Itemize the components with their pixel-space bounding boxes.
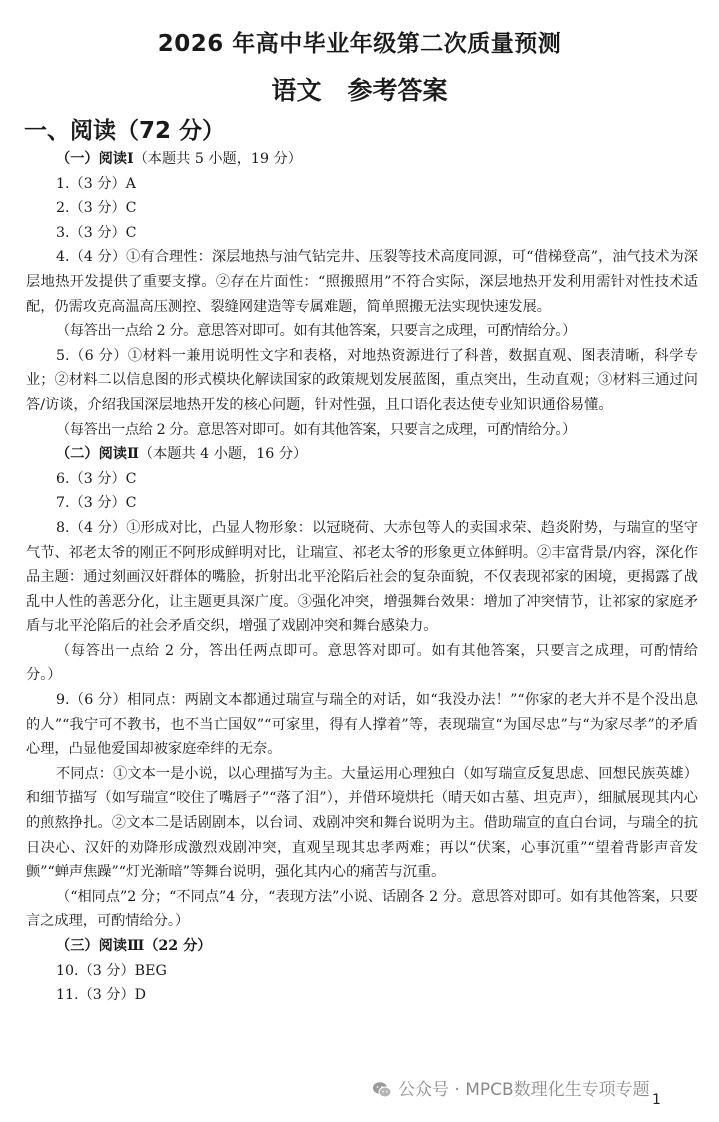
answer-q3: 3.（3 分）C [56,224,137,241]
page-title: 2026 年高中毕业年级第二次质量预测 [157,31,562,57]
watermark-text: 公众号 · MPCB数理化生专项专题 [398,1080,650,1100]
answer-q8: 8.（4 分）①形成对比，凸显人物形象：以冠晓荷、大赤包等人的卖国求荣、趋炎附势，与瑞宣的坚守气节、祁老太爷的刚正不阿形成鲜明对比，让瑞宣、祁老太爷的形象更立体鲜明。②丰富背景/内容，深化作品主题：通过刻画汉奸群体的嘴脸，折射出北平沦陷后社会的复杂面貌，不仅表现祁家的困境，更揭露了战乱中人性的善恶分化，让主题更具深广度。③强化冲突，增强舞台效果：增加了冲突情节，让祁家的家庭矛盾与北平沦陷后的社会矛盾交织，增强了戏剧冲突和舞台感染力。 [26,519,698,635]
answer-q9-difference: 不同点：①文本一是小说，以心理描写为主。大量运用心理独白（如写瑞宣反复思虑、回想民族英雄）和细节描写（如写瑞宣“咬住了嘴唇子”“落了泪”），并借环境烘托（晴天如古墓、坦克声），细腻展现其内心的煎熬挣扎。②文本二是话剧剧本，以台词、戏剧冲突和舞台说明为主。借助瑞宣的直白台词，与瑞全的抗日决心、汉奸的劝降形成激烈戏剧冲突，直观呈现其忠孝两难；再以“伏案，心事沉重”“望着背影声音发颤”“蝉声焦躁”“灯光渐暗”等舞台说明，强化其内心的痛苦与沉重。 [26,765,698,881]
answer-q11: 11.（3 分）D [56,987,147,1004]
scoring-note-q8: （每答出一点给 2 分，答出任两点即可。意思答对即可。如有其他答案，只要言之成理，可酌情给分。） [26,642,698,684]
answer-body [26,147,698,1008]
scoring-note-q4: （每答出一点给 2 分。意思答对即可。如有其他答案，只要言之成理，可酌情给分。） [56,323,576,340]
answer-q1: 1.（3 分）A [56,175,136,192]
part2-title: （二）阅读Ⅱ [56,446,139,463]
wechat-icon [372,1080,392,1100]
answer-q9-similarity: 9.（6 分）相同点：两剧文本都通过瑞宣与瑞全的对话，如“我没办法！”“你家的老大并不是个没出息的人”“我宁可不教书，也不当亡国奴”“可家里，得有人撑着”等，表现瑞宣“为国尽忠”与“为家尽孝”的矛盾心理，凸显他爱国却被家庭牵绊的无奈。 [26,692,698,758]
part2-heading [26,442,698,467]
part3-heading: （三）阅读Ⅲ（22 分） [56,938,212,954]
section-heading-reading: 一、阅读（72 分） [24,118,226,144]
answer-q5: 5.（6 分）①材料一兼用说明性文字和表格，对地热资源进行了科普，数据直观、图表清晰，科学专业；②材料二以信息图的形式模块化解读国家的政策规划发展蓝图，重点突出，生动直观；③材料三通过问答/访谈，介绍我国深层地热开发的核心问题，针对性强，且口语化表达使专业知识通俗易懂。 [26,347,698,413]
part1-note: （本题共 5 小题，19 分） [133,151,302,167]
answer-q10: 10.（3 分）BEG [56,962,167,979]
answer-q2: 2.（3 分）C [56,200,137,217]
watermark [372,1078,650,1102]
page-number: 1 [652,1092,661,1108]
part1-title: （一）阅读Ⅰ [56,151,134,167]
doc-type-label: 参考答案 [347,76,448,105]
answer-q6: 6.（3 分）C [56,470,137,487]
part1-heading [26,147,698,172]
part2-note: （本题共 4 小题，16 分） [138,446,308,463]
scoring-note-q5: （每答出一点给 2 分。意思答对即可。如有其他答案，只要言之成理，可酌情给分。） [56,421,576,438]
page-subtitle [0,74,719,108]
answer-q7: 7.（3 分）C [56,495,137,512]
subject-label: 语文 [271,76,322,105]
answer-q4: 4.（4 分）①有合理性：深层地热与油气钻完井、压裂等技术高度同源，可“借梯登高”，油气技术为深层地热开发提供了重要支撑。②存在片面性：“照搬照用”不符合实际，深层地热开发利用需针对性技术适配，仍需攻克高温高压测控、裂缝网建造等专属难题，简单照搬无法实现快速发展。 [26,249,698,315]
scoring-note-q9: （“相同点”2 分；“不同点”4 分，“表现方法”小说、话剧各 2 分。意思答对即可。如有其他答案，只要言之成理，可酌情给分。） [26,888,698,930]
